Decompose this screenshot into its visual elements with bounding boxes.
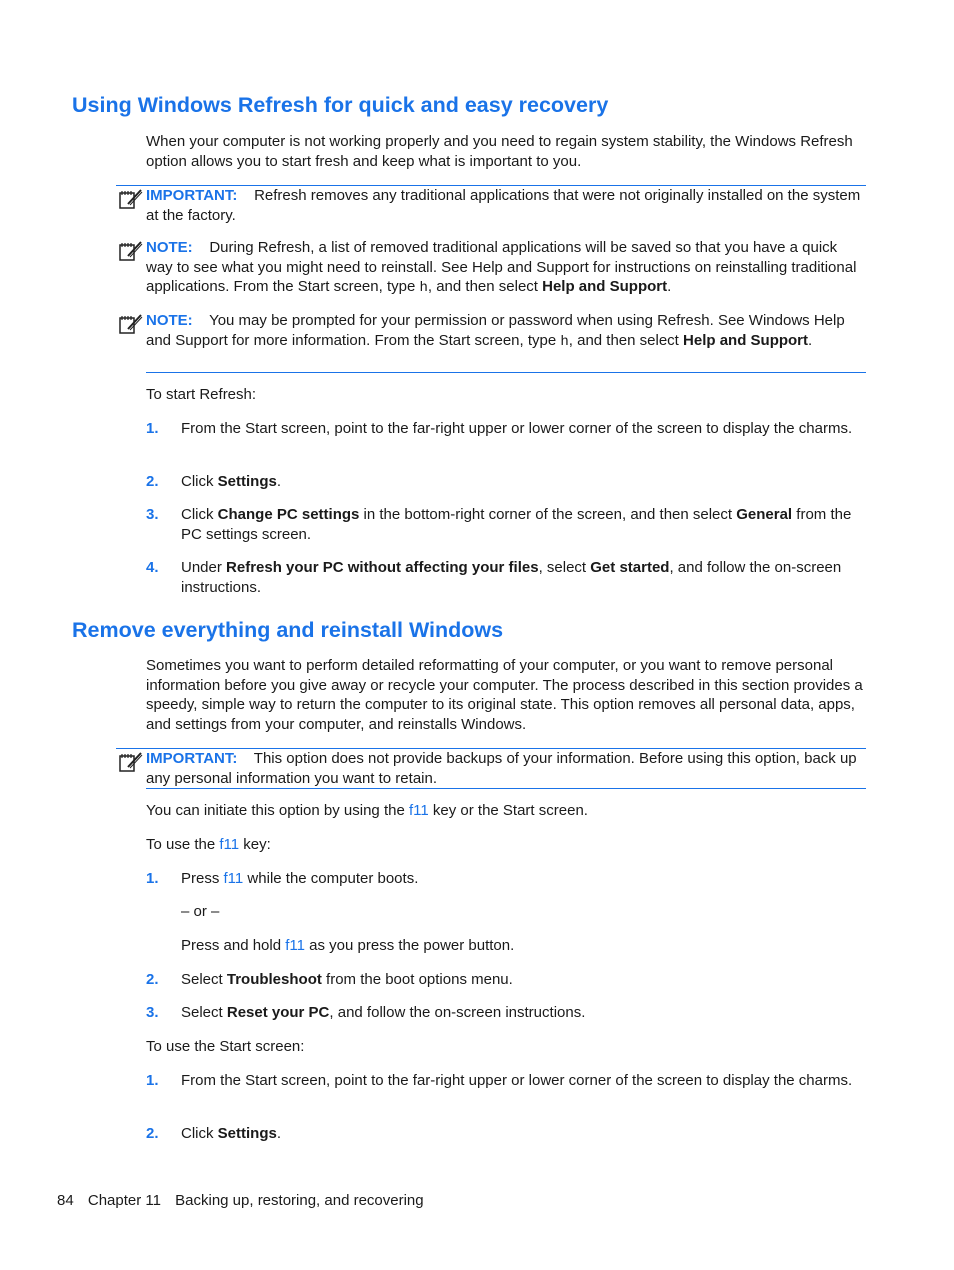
or-separator: – or – [181, 903, 220, 920]
step-text: From the Start screen, point to the far-right upper or lower corner of the screen to display the charms. [181, 1072, 853, 1089]
alt-step-text [181, 936, 866, 956]
chapter-title: Backing up, restoring, and recovering [175, 1192, 424, 1209]
step-text: Click [181, 506, 218, 523]
list-item [146, 558, 866, 597]
page-number: 84 [57, 1192, 74, 1209]
step-text: while the computer boots. [243, 870, 419, 887]
note-label: NOTE: [146, 239, 193, 256]
note-text: During Refresh, a list of removed traditional applications will be saved so that you have a quick way to see what you might need to reinstall. See Help and Support for instructions on reinstalling traditional applications. From the Start screen, type [146, 239, 857, 295]
step-text: Click [181, 473, 218, 490]
list-item [146, 1003, 866, 1023]
list-item [146, 505, 866, 544]
step-bold: Settings [217, 473, 277, 490]
list-item [146, 869, 866, 889]
important-text: Refresh removes any traditional applications that were not originally installed on the system at the factory. [146, 187, 861, 224]
notice-divider [146, 372, 866, 373]
use-f11-text [146, 835, 866, 855]
important-notice-refresh [116, 185, 866, 225]
f11-key: f11 [285, 937, 305, 954]
step-text: Select [181, 971, 227, 988]
help-and-support-bold: Help and Support [683, 331, 809, 349]
help-and-support-bold: Help and Support [542, 278, 668, 295]
list-item [146, 419, 866, 439]
para-text: To use the [146, 836, 220, 853]
step-text: , and follow the on-screen instructions. [329, 1004, 586, 1021]
note-refresh-list [116, 238, 866, 299]
step-text: Click [181, 1125, 218, 1142]
section-title-reinstall: Remove everything and reinstall Windows [72, 618, 504, 642]
f11-key: f11 [408, 802, 429, 819]
note-pad-pencil-icon [118, 188, 144, 210]
step-text: . [276, 473, 282, 490]
note-pad-pencil-icon [118, 751, 144, 773]
list-item [146, 1071, 866, 1091]
note-text: , and then select [568, 331, 684, 349]
list-item [146, 1124, 866, 1144]
step-number: 1. [146, 1072, 159, 1089]
step-bold: Settings [217, 1125, 277, 1142]
step-text: in the bottom-right corner of the screen, and then select [359, 506, 737, 523]
step-text: from the boot options menu. [321, 971, 513, 988]
step-text: Under [181, 559, 227, 576]
step-number: 2. [146, 971, 159, 988]
important-notice-reinstall [116, 748, 866, 788]
step-number: 4. [146, 559, 159, 576]
chapter-label: Chapter 11 [87, 1192, 161, 1209]
step-bold: Change PC settings [217, 506, 360, 523]
note-refresh-permission [116, 311, 866, 352]
step-text: From the Start screen, point to the far-right upper or lower corner of the screen to display the charms. [181, 420, 853, 437]
step-text: Press and hold [181, 937, 286, 954]
page-footer [57, 1191, 434, 1211]
step-text: , and follow the on-screen instructions. [181, 559, 842, 596]
para-text: You can initiate this option by using the [146, 802, 409, 819]
note-label: NOTE: [146, 312, 193, 329]
important-text: This option does not provide backups of your information. Before using this option, back up any personal information you want to retain. [146, 750, 857, 787]
initiate-text [146, 801, 866, 821]
code-h: h [419, 280, 428, 296]
refresh-intro: When your computer is not working properly and you need to regain system stability, the Windows Refresh option allows you to start fresh and keep what is important to you. [146, 133, 853, 170]
note-pad-pencil-icon [118, 240, 144, 262]
step-bold: Troubleshoot [226, 971, 322, 988]
reinstall-intro: Sometimes you want to perform detailed reformatting of your computer, or you want to remove personal information before you give away or recycle your computer. The process described in this section provides a speedy, simple way to return the computer to its original state. This option removes all personal data, apps, and settings from your computer, and reinstalls Windows. [146, 657, 863, 733]
step-text: Press [181, 870, 224, 887]
note-text: You may be prompted for your permission or password when using Refresh. See Windows Help and Support for more information. From the Start screen, type [146, 312, 845, 349]
code-h: h [560, 333, 569, 350]
step-number: 2. [146, 473, 159, 490]
list-item [146, 970, 866, 990]
step-bold: Refresh your PC without affecting your files [226, 559, 539, 576]
step-text: as you press the power button. [304, 937, 515, 954]
step-text: Select [181, 1004, 227, 1021]
list-item [146, 472, 866, 492]
step-number: 1. [146, 870, 159, 887]
use-start-text: To use the Start screen: [146, 1038, 305, 1055]
f11-key: f11 [223, 870, 244, 887]
step-bold: Get started [590, 559, 670, 576]
para-text: key: [239, 836, 271, 853]
steps-intro: To start Refresh: [146, 386, 257, 403]
important-label: IMPORTANT: [146, 187, 238, 204]
note-text: . [808, 331, 813, 349]
step-text: . [276, 1125, 282, 1142]
important-label: IMPORTANT: [146, 750, 238, 767]
step-text: , select [538, 559, 591, 576]
f11-key: f11 [219, 836, 240, 853]
step-bold: Reset your PC [226, 1004, 330, 1021]
step-bold: General [736, 506, 793, 523]
step-text: from the PC settings screen. [181, 506, 852, 543]
step-number: 3. [146, 1004, 159, 1021]
para-text: key or the Start screen. [428, 802, 588, 819]
note-text: . [667, 278, 672, 295]
section-title-refresh: Using Windows Refresh for quick and easy recovery [72, 93, 609, 117]
note-text: , and then select [427, 278, 543, 295]
note-pad-pencil-icon [118, 313, 144, 335]
step-number: 2. [146, 1125, 159, 1142]
step-number: 1. [146, 420, 159, 437]
notice-divider [146, 788, 866, 789]
step-number: 3. [146, 506, 159, 523]
